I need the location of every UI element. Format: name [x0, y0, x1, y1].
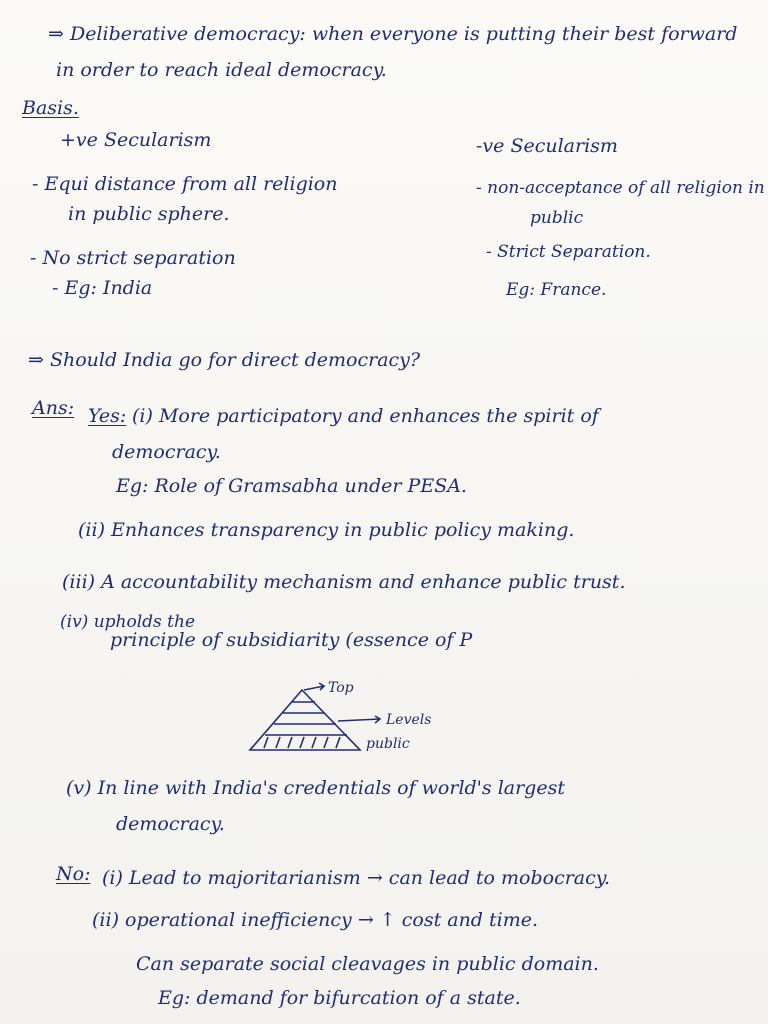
right-point-1-cont: public [530, 208, 584, 228]
deliberative-democracy-line-cont: in order to reach ideal democracy. [56, 59, 387, 81]
no-label: No: [56, 863, 91, 885]
pyramid-svg [240, 676, 500, 766]
left-point-2: - No strict separation [30, 247, 236, 269]
yes-point-3: (iii) A accountability mechanism and enhance public trust. [62, 571, 626, 593]
yes-point-1-example: Eg: Role of Gramsabha under PESA. [116, 475, 467, 497]
right-example: Eg: France. [506, 280, 607, 300]
pyramid-hatch [312, 737, 316, 748]
yes-point-1: (i) More participatory and enhances the spirit of [132, 405, 599, 427]
deliberative-democracy-line: ⇒ Deliberative democracy: when everyone is putting their best forward [48, 23, 738, 45]
right-point-1: - non-acceptance of all religion in [476, 178, 765, 198]
yes-point-2: (ii) Enhances transparency in public policy making. [78, 519, 575, 541]
yes-point-4: (iv) upholds the [60, 612, 196, 632]
left-example: - Eg: India [52, 277, 153, 299]
direct-democracy-question: ⇒ Should India go for direct democracy? [28, 349, 421, 371]
pyramid-hatch [264, 737, 268, 748]
left-point-1-cont: in public sphere. [68, 203, 230, 225]
pyramid-hatch [336, 737, 340, 748]
pyramid-levels-label: Levels [386, 712, 432, 728]
right-point-2: - Strict Separation. [486, 242, 651, 262]
pyramid-top-label: Top [328, 680, 354, 696]
positive-secularism-heading: +ve Secularism [60, 129, 212, 151]
pyramid-hatch [276, 737, 280, 748]
yes-point-5-cont: democracy. [116, 813, 225, 835]
yes-label: Yes: [88, 405, 127, 427]
no-point-2: (ii) operational inefficiency → ↑ cost and time. [92, 909, 539, 931]
pyramid-public-label: public [366, 736, 410, 752]
yes-point-1-cont: democracy. [112, 441, 221, 463]
pyramid-hatch [288, 737, 292, 748]
pyramid-hatch [324, 737, 328, 748]
levels-arrow-line [338, 719, 380, 721]
subsidiarity-pyramid-diagram [240, 676, 500, 766]
answer-label: Ans: [32, 397, 75, 419]
left-point-1: - Equi distance from all religion [32, 173, 338, 195]
yes-point-5: (v) In line with India's credentials of world's largest [66, 777, 565, 799]
pyramid-hatch [300, 737, 304, 748]
basis-heading: Basis. [22, 97, 79, 119]
yes-point-4-cont: principle of subsidiarity (essence of P [110, 629, 473, 651]
negative-secularism-heading: -ve Secularism [476, 135, 618, 157]
no-point-3: Can separate social cleavages in public domain. [136, 953, 599, 975]
no-point-1: (i) Lead to majoritarianism → can lead to mobocracy. [102, 867, 611, 889]
no-point-example: Eg: demand for bifurcation of a state. [158, 987, 521, 1009]
